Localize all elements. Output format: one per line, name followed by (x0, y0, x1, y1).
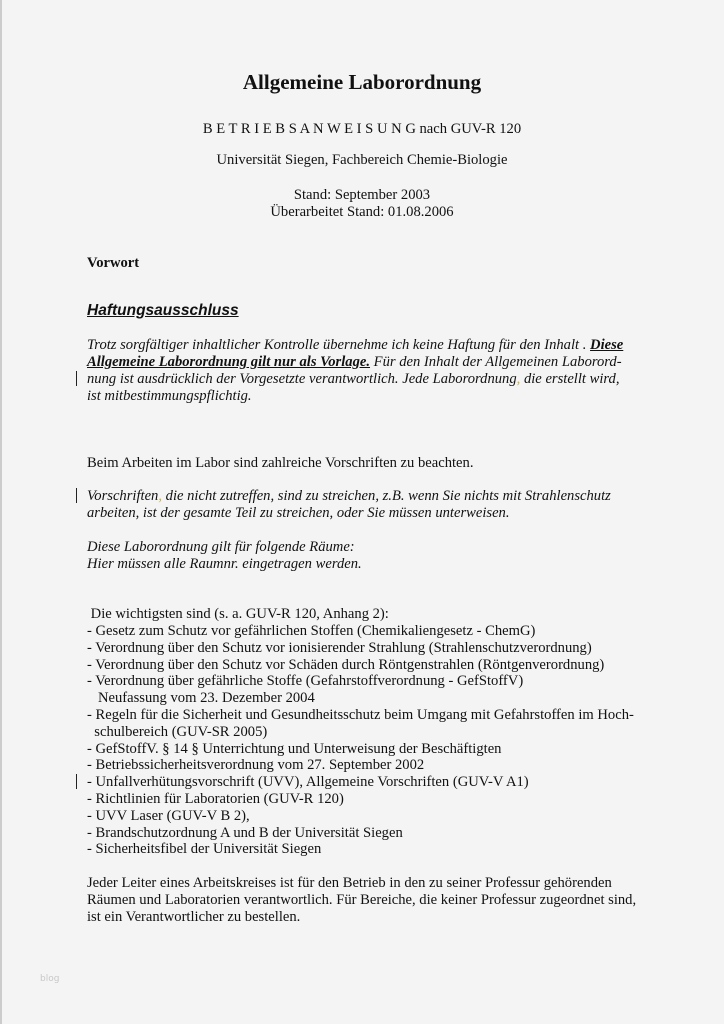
disclaimer-line (87, 371, 620, 388)
note-line (87, 488, 611, 505)
foreword-heading: Vorwort (87, 255, 140, 271)
watermark: blog (40, 974, 60, 984)
list-item: - Verordnung über gefährliche Stoffe (Gefahrstoffverordnung - GefStoffV) (87, 673, 524, 690)
disclaimer-line (87, 354, 622, 371)
text: die nicht zutreffen, sind zu streichen, z.B. wenn Sie nichts mit Strahlenschutz (162, 488, 611, 504)
change-bar (76, 774, 77, 789)
disclaimer-heading: Haftungsausschluss (87, 302, 239, 319)
revision-mark: , (158, 488, 162, 504)
list-intro: Die wichtigsten sind (s. a. GUV-R 120, Anhang 2): (87, 606, 389, 622)
list-item: - Verordnung über den Schutz vor Schäden durch Röntgenstrahlen (Röntgenverordnung) (87, 656, 605, 673)
text: Trotz sorgfältiger inhaltlicher Kontrolle übernehme ich keine Haftung für den Inhalt . (87, 337, 591, 353)
intro-text: Beim Arbeiten im Labor sind zahlreiche Vorschriften zu beachten. (87, 455, 474, 471)
list-item: - Brandschutzordnung A und B der Universität Siegen (87, 824, 403, 841)
emphasis: Diese (590, 337, 624, 353)
change-bar (76, 371, 77, 386)
list-item: - Gesetz zum Schutz vor gefährlichen Stoffen (Chemikaliengesetz - ChemG) (87, 623, 536, 639)
list-item: - Verordnung über den Schutz vor ionisierender Strahlung (Strahlenschutzverordnung) (87, 639, 592, 656)
closing-line: ist ein Verantwortlicher zu bestellen. (87, 909, 301, 925)
disclaimer-line: ist mitbestimmungspflichtig. (87, 388, 252, 404)
list-item: - Regeln für die Sicherheit und Gesundheitsschutz beim Umgang mit Gefahrstoffen im Hoch- (87, 707, 634, 723)
change-bar (76, 488, 77, 503)
disclaimer-line (87, 337, 623, 354)
text: Für den Inhalt der Allgemeinen Laborord- (370, 354, 622, 370)
closing-line: Räumen und Laboratorien verantwortlich. Für Bereiche, die keiner Professur zugeordnet sind, (87, 892, 637, 908)
note-line: arbeiten, ist der gesamte Teil zu streichen, oder Sie müssen unterweisen. (87, 505, 510, 521)
text: Vorschriften (87, 488, 159, 504)
list-item: - GefStoffV. § 14 § Unterrichtung und Unterweisung der Beschäftigten (87, 740, 502, 757)
list-item: - Betriebssicherheitsverordnung vom 27. September 2002 (87, 757, 425, 774)
list-item: - Richtlinien für Laboratorien (GUV-R 120) (87, 791, 344, 807)
rooms-line: Hier müssen alle Raumnr. eingetragen werden. (87, 556, 362, 572)
list-item: schulbereich (GUV-SR 2005) (87, 723, 268, 740)
revised-date: Überarbeitet Stand: 01.08.2006 (270, 204, 454, 220)
subtitle: B E T R I E B S A N W E I S U N G nach GUV-R 120 (202, 121, 522, 137)
list-item: - Unfallverhütungsvorschrift (UVV), Allgemeine Vorschriften (GUV-V A1) (87, 774, 529, 791)
list-item: - Sicherheitsfibel der Universität Siegen (87, 841, 322, 858)
closing-line: Jeder Leiter eines Arbeitskreises ist für den Betrieb in den zu seiner Professur gehörenden (87, 875, 612, 891)
institution: Universität Siegen, Fachbereich Chemie-Biologie (216, 152, 508, 168)
text: nung ist ausdrücklich der Vorgesetzte verantwortlich. Jede Laborordnung (87, 371, 517, 387)
text: die erstellt wird, (520, 371, 620, 387)
rooms-line: Diese Laborordnung gilt für folgende Räume: (87, 539, 355, 555)
revision-mark: , (516, 371, 521, 387)
stand: Stand: September 2003 (293, 187, 431, 203)
emphasis: Allgemeine Laborordnung gilt nur als Vorlage. (87, 354, 371, 370)
document-title: Allgemeine Laborordnung (242, 70, 482, 94)
list-item: Neufassung vom 23. Dezember 2004 (87, 690, 315, 707)
list-item: - UVV Laser (GUV-V B 2), (87, 807, 250, 824)
